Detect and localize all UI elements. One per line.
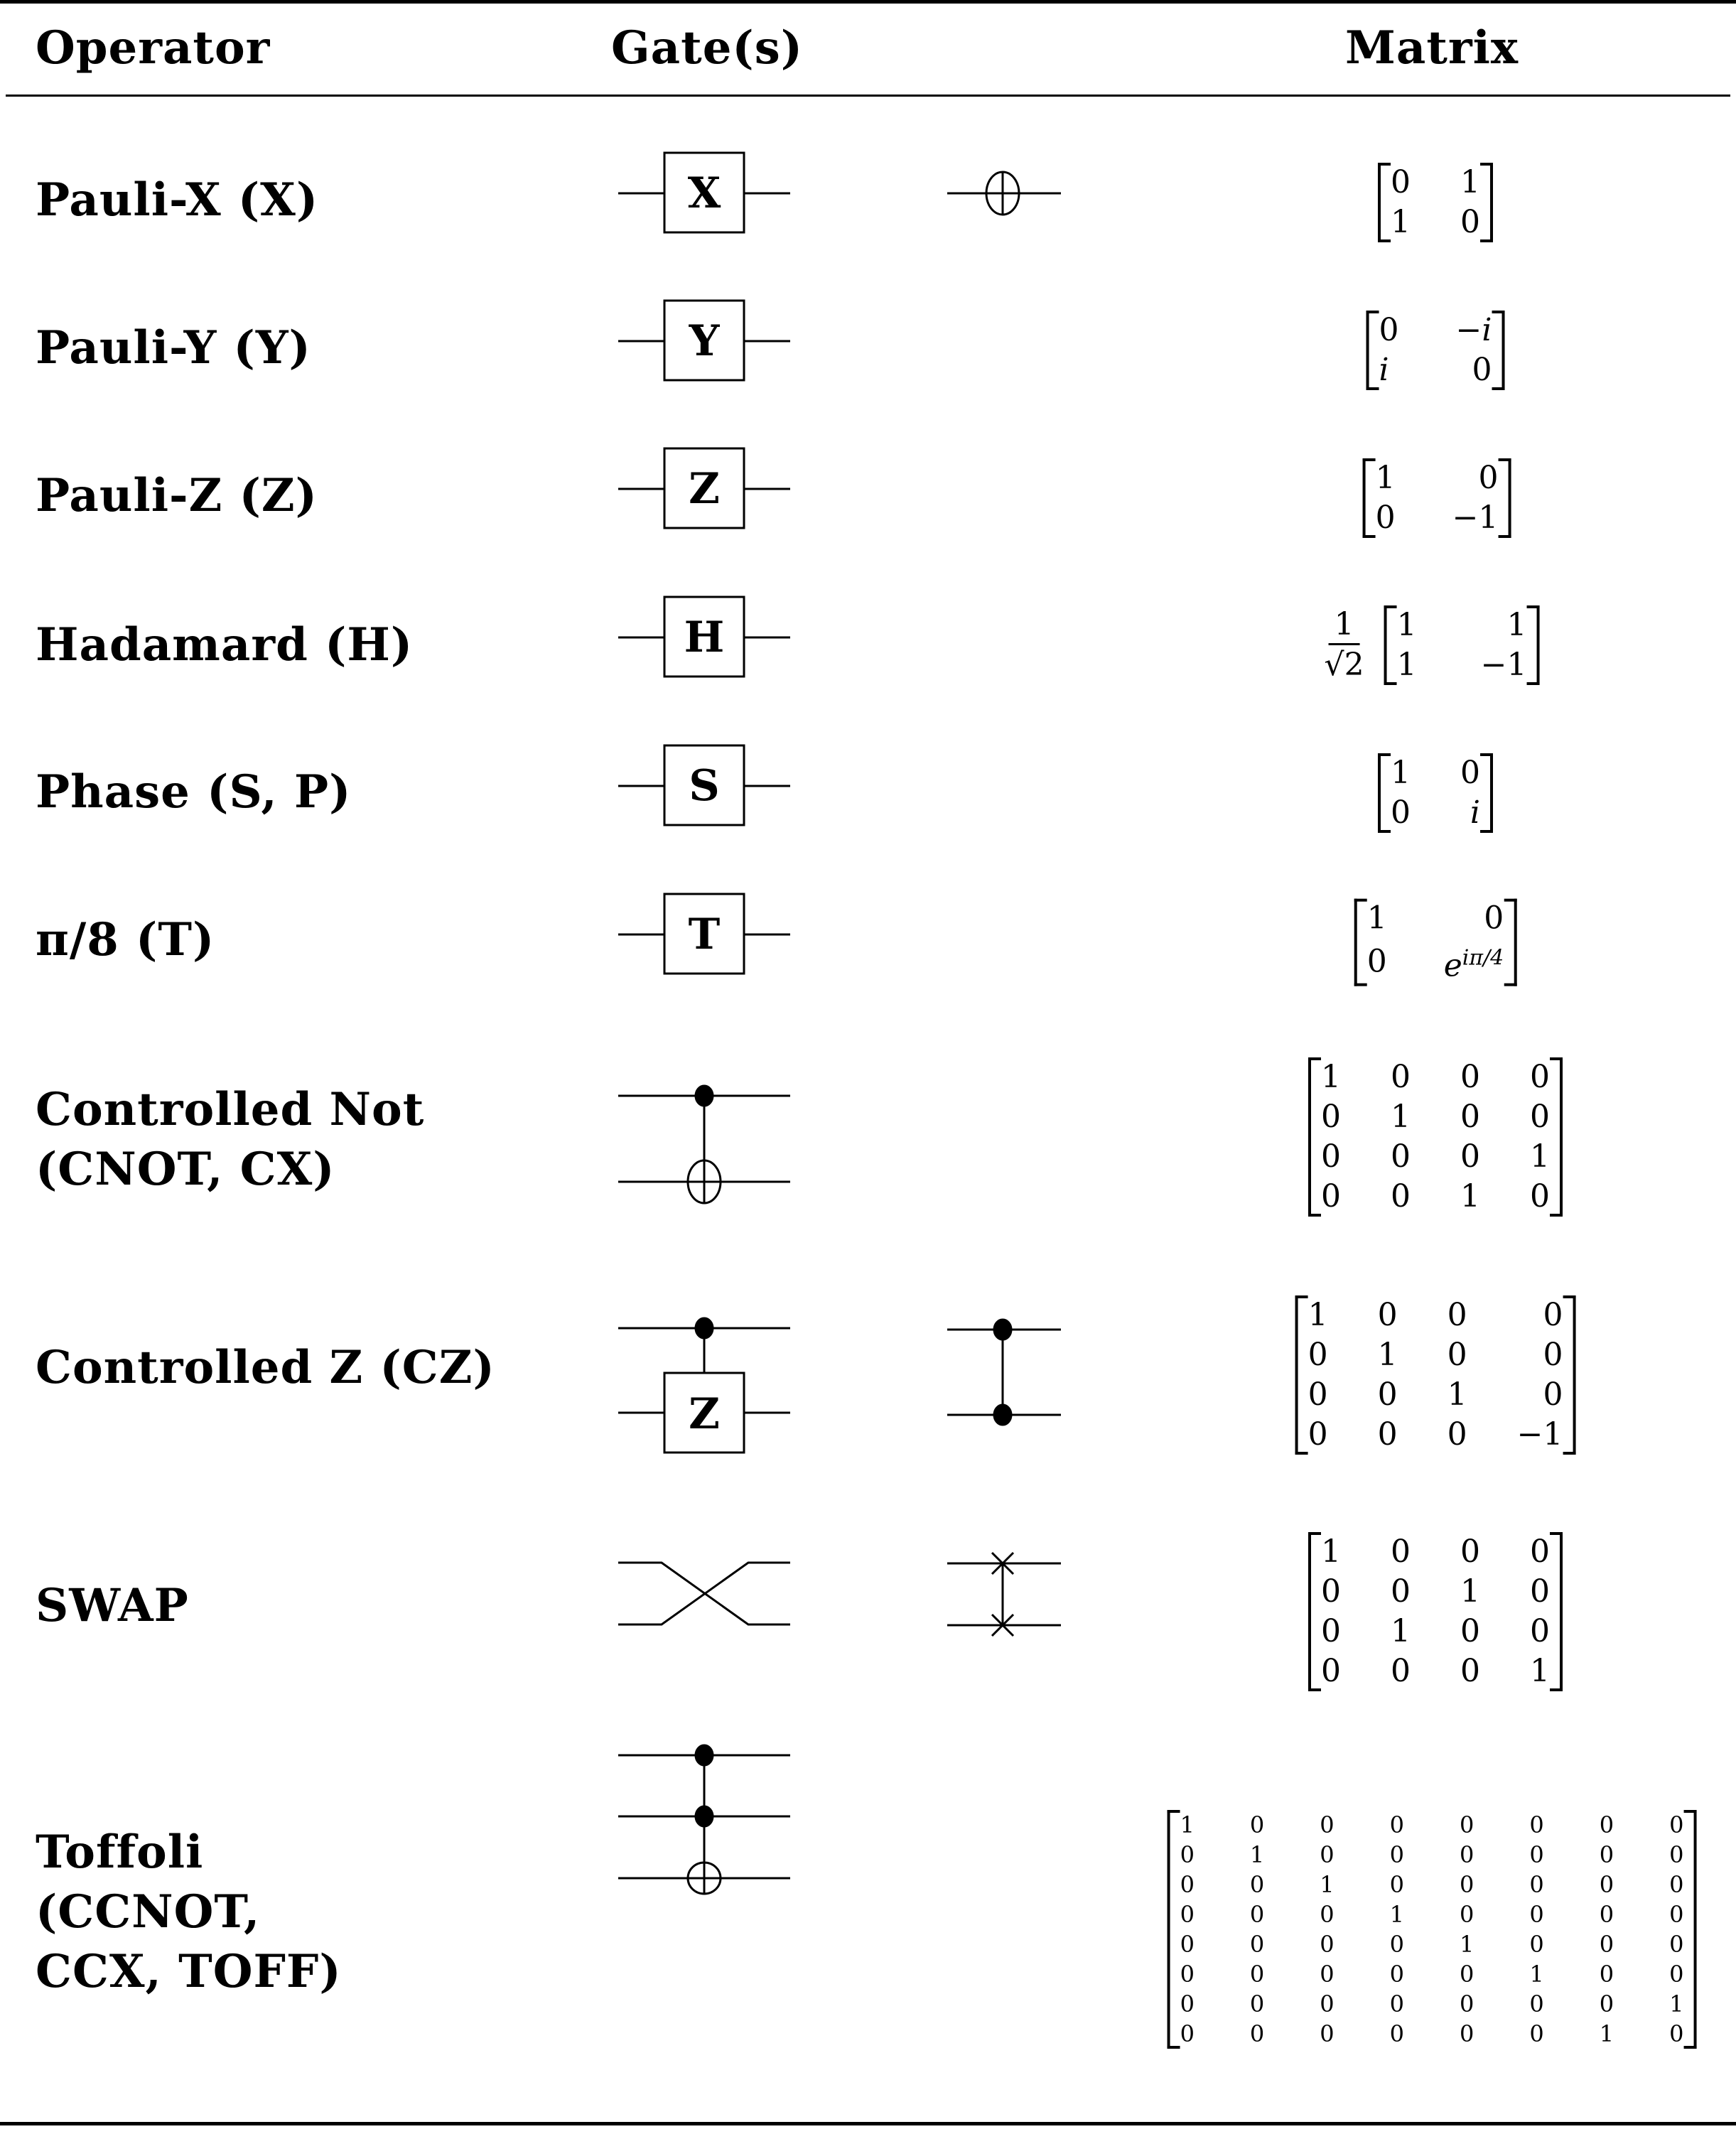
matrix-cnot [1308, 1057, 1563, 1217]
matrix-cell: 0 [1669, 1931, 1684, 1958]
svg-text:S: S [689, 761, 720, 811]
matrix-cell: 0 [1599, 1811, 1614, 1838]
matrix-cell: 0 [1669, 1841, 1684, 1868]
header-operator: Operator [36, 21, 271, 75]
matrix-cell: 0 [1389, 1811, 1404, 1838]
operator-t: π/8 (T) [36, 913, 215, 966]
matrix-cell: 0 [1460, 1961, 1474, 1988]
matrix-cell: 1 [1530, 1653, 1550, 1689]
matrix-cell: 0 [1321, 1178, 1341, 1214]
matrix-cell: 0 [1391, 1138, 1411, 1175]
matrix-cell: 0 [1249, 1961, 1265, 1988]
header-matrix: Matrix [1345, 21, 1519, 75]
right-bracket [1480, 753, 1493, 833]
matrix-cell: 0 [1460, 1099, 1480, 1135]
matrix-cell: 0 [1543, 1297, 1563, 1333]
matrix-cell: 1 [1320, 1871, 1335, 1898]
matrix-cell: 0 [1321, 1138, 1341, 1175]
control-dot-icon [994, 1405, 1011, 1425]
matrix-cz [1295, 1295, 1576, 1455]
matrix-cell: 0 [1530, 1613, 1550, 1649]
matrix-cell: 1 [1391, 1613, 1411, 1649]
matrix-toffoli [1168, 1810, 1697, 2049]
left-bracket [1378, 163, 1391, 242]
gate-toffoli [618, 1745, 790, 1894]
matrix-cell: 0 [1529, 1901, 1544, 1928]
left-bracket [1363, 458, 1376, 538]
left-bracket [1378, 753, 1391, 833]
left-bracket [1384, 605, 1397, 685]
matrix-cell: 1 [1321, 1059, 1341, 1095]
matrix-cell: 1 [1599, 2020, 1614, 2047]
matrix-cell: 0 [1180, 1841, 1195, 1868]
matrix-cell: 0 [1308, 1416, 1328, 1453]
matrix-cell: 0 [1599, 1871, 1614, 1898]
matrix-cell: 0 [1460, 1811, 1474, 1838]
gate-z-box [618, 448, 790, 528]
matrix-cell: 0 [1249, 1811, 1265, 1838]
control-dot-icon [696, 1086, 713, 1106]
matrix-cell: 0 [1389, 1961, 1404, 1988]
matrix-cell: 0 [1320, 1961, 1335, 1988]
matrix-cell: 0 [1391, 1534, 1411, 1570]
matrix-cell: 0 [1321, 1099, 1341, 1135]
matrix-cell: 0 [1529, 1931, 1544, 1958]
matrix-cell: 0 [1447, 1337, 1467, 1373]
matrix-cz-cells [1308, 1295, 1563, 1455]
matrix-cell: 0 [1320, 1931, 1335, 1958]
matrix-cell: 0 [1460, 1901, 1474, 1928]
matrix-cell: 1 [1321, 1534, 1341, 1570]
matrix-cell: 0 [1320, 1841, 1335, 1868]
matrix-cell: 0 [1599, 1901, 1614, 1928]
matrix-cell: 1 [1529, 1961, 1544, 1988]
matrix-cell: 0 [1308, 1376, 1328, 1413]
matrix-cell: 0 [1529, 1871, 1544, 1898]
matrix-swap-cells [1321, 1532, 1550, 1691]
matrix-cell: 0 [1180, 1871, 1195, 1898]
matrix-cell: 0 [1308, 1337, 1328, 1373]
gate-cz-box [618, 1318, 790, 1453]
operator-toffoli-line-1: Toffoli [36, 1826, 204, 1879]
matrix-cell: 0 [1529, 2020, 1544, 2047]
matrix-cell: 0 [1249, 1871, 1265, 1898]
gate-x-target-oplus-icon [947, 172, 1061, 215]
matrix-cell: 1 [1308, 1297, 1328, 1333]
matrix-cell: 0 [1320, 2020, 1335, 2047]
matrix-cell: 0 [1320, 1901, 1335, 1928]
gate-cnot [618, 1086, 790, 1203]
matrix-cell: 0 [1669, 1871, 1684, 1898]
matrix-cell: 0 [1460, 1059, 1480, 1095]
control-dot-icon [994, 1320, 1011, 1340]
matrix-cell: 1 [1180, 1811, 1195, 1838]
matrix-cell: 0 [1180, 1990, 1195, 2017]
operator-toffoli-line-2: (CCNOT, [36, 1885, 261, 1939]
matrix-cell: 0 [1391, 1573, 1411, 1610]
control-dot-icon [696, 1318, 713, 1338]
left-bracket [1366, 311, 1379, 390]
matrix-cell: 1 [1460, 1931, 1474, 1958]
matrix-hadamard: $\frac{1}{√2}$ 1 1 1 −1 [1325, 605, 1540, 685]
right-bracket [1480, 163, 1493, 242]
matrix-cell: 0 [1377, 1416, 1398, 1453]
matrix-cell: 0 [1530, 1059, 1550, 1095]
matrix-cell: 0 [1529, 1990, 1544, 2017]
matrix-cell: 0 [1460, 1871, 1474, 1898]
left-bracket [1308, 1057, 1321, 1217]
gate-x-box [618, 153, 790, 232]
matrix-pauli-z: 1 0 0 −1 [1363, 458, 1511, 538]
matrix-cell: 0 [1389, 1871, 1404, 1898]
matrix-cell: 1 [1460, 1573, 1480, 1610]
matrix-cell: 0 [1460, 1990, 1474, 2017]
matrix-cell: 1 [1377, 1337, 1398, 1373]
matrix-toffoli-cells [1180, 1810, 1684, 2049]
svg-text:X: X [687, 168, 721, 218]
matrix-cell: 0 [1530, 1534, 1550, 1570]
right-bracket [1550, 1532, 1563, 1691]
left-bracket [1308, 1532, 1321, 1691]
svg-text:Z: Z [689, 1389, 720, 1439]
matrix-cell: 1 [1389, 1901, 1404, 1928]
matrix-cell: 0 [1530, 1178, 1550, 1214]
operator-hadamard: Hadamard (H) [36, 618, 414, 672]
matrix-cell: 0 [1180, 1901, 1195, 1928]
matrix-cell: 0 [1669, 1811, 1684, 1838]
operator-cz: Controlled Z (CZ) [36, 1341, 495, 1394]
gate-cz-symmetric [947, 1320, 1061, 1425]
matrix-cell: 0 [1321, 1613, 1341, 1649]
matrix-cell: 0 [1599, 1931, 1614, 1958]
matrix-cell: 0 [1599, 1961, 1614, 1988]
matrix-cell: 0 [1460, 1138, 1480, 1175]
matrix-cell: 1 [1669, 1990, 1684, 2017]
matrix-cell: 0 [1530, 1099, 1550, 1135]
right-bracket [1526, 605, 1539, 685]
matrix-cell: 0 [1321, 1653, 1341, 1689]
matrix-cell: 1 [1391, 1099, 1411, 1135]
matrix-cell: 0 [1321, 1573, 1341, 1610]
matrix-cell: 0 [1447, 1416, 1467, 1453]
right-bracket [1683, 1810, 1696, 2049]
operator-toffoli-line-3: CCX, TOFF) [36, 1945, 342, 1998]
matrix-cell: 0 [1460, 1534, 1480, 1570]
gate-h-box [618, 597, 790, 677]
matrix-cell: 0 [1389, 1841, 1404, 1868]
matrix-cell: 1 [1447, 1376, 1467, 1413]
operator-pauli-y: Pauli-Y (Y) [36, 321, 311, 374]
matrix-pauli-x: 0 1 1 0 [1378, 163, 1493, 242]
matrix-cell: 0 [1180, 1961, 1195, 1988]
matrix-cell: 0 [1180, 1931, 1195, 1958]
matrix-cell: 0 [1249, 2020, 1265, 2047]
matrix-swap [1308, 1532, 1563, 1691]
matrix-cell: 0 [1391, 1653, 1411, 1689]
svg-text:H: H [684, 613, 725, 662]
matrix-cell: 0 [1377, 1297, 1398, 1333]
matrix-cell: 0 [1320, 1990, 1335, 2017]
left-bracket [1354, 899, 1367, 986]
matrix-cell: 1 [1460, 1178, 1480, 1214]
matrix-cell: 0 [1669, 2020, 1684, 2047]
matrix-cell: 0 [1389, 1990, 1404, 2017]
gate-swap-crossed-wires [618, 1563, 790, 1624]
hadamard-prefactor: $\frac{1}{√2}$ [1324, 605, 1364, 683]
matrix-cell: −1 [1516, 1416, 1563, 1453]
control-dot-icon [696, 1806, 713, 1826]
operator-cnot-line-2: (CNOT, CX) [36, 1143, 335, 1196]
matrix-cell: 0 [1669, 1961, 1684, 1988]
matrix-cell: 0 [1389, 1931, 1404, 1958]
gate-swap-symbol [947, 1553, 1061, 1636]
matrix-cell: 0 [1249, 1990, 1265, 2017]
matrix-cell: 0 [1529, 1811, 1544, 1838]
right-bracket [1550, 1057, 1563, 1217]
operator-cnot-line-1: Controlled Not [36, 1083, 425, 1136]
matrix-cnot-cells [1321, 1057, 1550, 1217]
matrix-cell: 0 [1447, 1297, 1467, 1333]
gate-s-box [618, 745, 790, 825]
gate-y-box [618, 301, 790, 380]
matrix-pauli-y: 0 −i i 0 [1366, 311, 1505, 390]
matrix-cell: 0 [1543, 1376, 1563, 1413]
matrix-cell: 0 [1529, 1841, 1544, 1868]
gate-t-box [618, 894, 790, 974]
matrix-t: 1 0 0 $e^{i\pi/4}$ [1354, 899, 1517, 986]
svg-text:T: T [688, 910, 721, 959]
matrix-cell: 0 [1320, 1811, 1335, 1838]
operator-pauli-x: Pauli-X (X) [36, 173, 319, 227]
matrix-cell: 0 [1249, 1931, 1265, 1958]
right-bracket [1492, 311, 1504, 390]
matrix-phase: 1 0 0 i [1378, 753, 1493, 833]
matrix-cell: 0 [1460, 1613, 1480, 1649]
matrix-cell: 1 [1249, 1841, 1265, 1868]
matrix-cell: 0 [1249, 1901, 1265, 1928]
operator-phase: Phase (S, P) [36, 765, 352, 819]
svg-text:Z: Z [689, 464, 720, 514]
matrix-cell: 0 [1391, 1178, 1411, 1214]
svg-text:Y: Y [689, 316, 720, 366]
matrix-cell: 0 [1460, 2020, 1474, 2047]
control-dot-icon [696, 1745, 713, 1765]
header-gates: Gate(s) [611, 21, 803, 75]
left-bracket [1295, 1295, 1308, 1455]
matrix-cell: 0 [1460, 1653, 1480, 1689]
left-bracket [1168, 1810, 1180, 2049]
right-bracket [1563, 1295, 1575, 1455]
operator-pauli-z: Pauli-Z (Z) [36, 469, 318, 522]
operator-swap: SWAP [36, 1579, 189, 1632]
matrix-cell: 0 [1669, 1901, 1684, 1928]
matrix-cell: 0 [1599, 1990, 1614, 2017]
matrix-cell: 0 [1543, 1337, 1563, 1373]
matrix-cell: 0 [1599, 1841, 1614, 1868]
matrix-cell: 0 [1391, 1059, 1411, 1095]
matrix-cell: 0 [1377, 1376, 1398, 1413]
matrix-cell: 0 [1530, 1573, 1550, 1610]
matrix-cell: 0 [1460, 1841, 1474, 1868]
right-bracket [1498, 458, 1511, 538]
matrix-cell: 0 [1180, 2020, 1195, 2047]
matrix-cell: 1 [1530, 1138, 1550, 1175]
right-bracket [1504, 899, 1516, 986]
matrix-cell: 0 [1389, 2020, 1404, 2047]
